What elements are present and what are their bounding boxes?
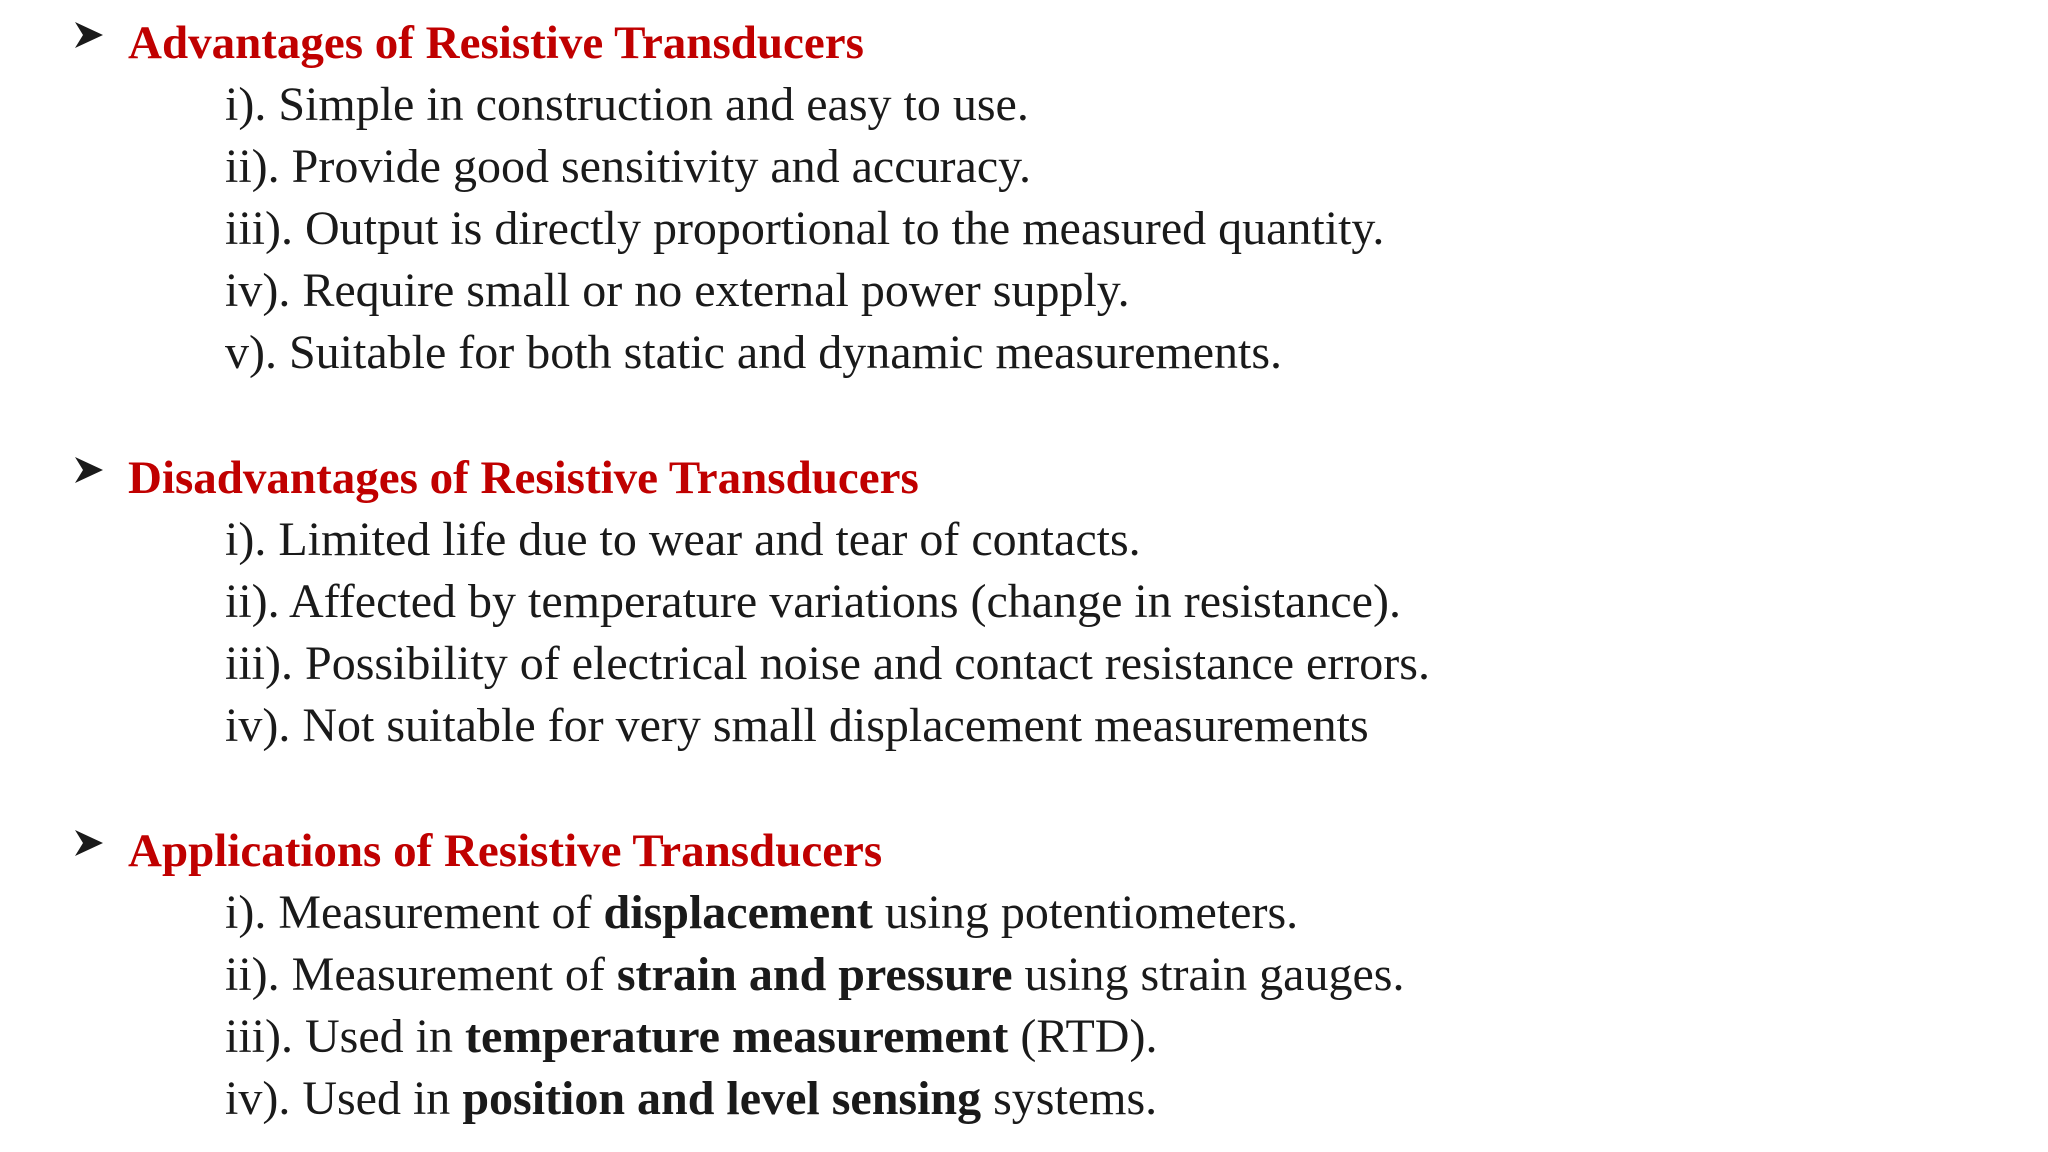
disadvantages-item: iii). Possibility of electrical noise and contact resistance errors. <box>225 637 1430 690</box>
item-text: i). Measurement of <box>225 886 604 939</box>
disadvantages-item: i). Limited life due to wear and tear of contacts. <box>225 513 1141 566</box>
disadvantages-heading: Disadvantages of Resistive Transducers <box>128 452 919 504</box>
arrowhead-bullet-icon <box>72 18 106 52</box>
advantages-item: v). Suitable for both static and dynamic measurements. <box>225 326 1283 379</box>
item-text: (RTD). <box>1008 1010 1158 1063</box>
item-text: using potentiometers. <box>872 886 1299 939</box>
advantages-item: i). Simple in construction and easy to use. <box>225 78 1029 131</box>
item-keyword: strain and pressure <box>616 948 1013 1001</box>
disadvantages-item: ii). Affected by temperature variations (change in resistance). <box>225 575 1401 628</box>
applications-section <box>0 820 2048 1130</box>
advantages-section <box>0 12 2048 384</box>
advantages-item: ii). Provide good sensitivity and accuracy. <box>225 140 1032 193</box>
applications-heading: Applications of Resistive Transducers <box>128 825 883 877</box>
item-text: ii). Measurement of <box>225 948 617 1001</box>
applications-heading-row <box>0 820 2048 882</box>
item-keyword: displacement <box>603 886 873 939</box>
item-text: using strain gauges. <box>1012 948 1405 1001</box>
advantages-item: iii). Output is directly proportional to the measured quantity. <box>225 202 1385 255</box>
item-keyword: position and level sensing <box>462 1072 982 1125</box>
item-text: systems. <box>981 1072 1158 1125</box>
item-text: iv). Used in <box>225 1072 463 1125</box>
item-keyword: temperature measurement <box>464 1010 1009 1063</box>
applications-item <box>0 944 2048 1006</box>
disadvantages-item: iv). Not suitable for very small displacement measurements <box>225 699 1369 752</box>
arrowhead-bullet-icon <box>72 453 106 487</box>
item-text: iii). Used in <box>225 1010 465 1063</box>
advantages-heading-row <box>0 12 2048 74</box>
advantages-heading: Advantages of Resistive Transducers <box>128 17 864 69</box>
applications-item <box>0 1006 2048 1068</box>
advantages-item: iv). Require small or no external power supply. <box>225 264 1130 317</box>
applications-item <box>0 1068 2048 1130</box>
arrowhead-bullet-icon <box>72 826 106 860</box>
disadvantages-heading-row <box>0 447 2048 509</box>
applications-item <box>0 882 2048 944</box>
disadvantages-section <box>0 447 2048 757</box>
